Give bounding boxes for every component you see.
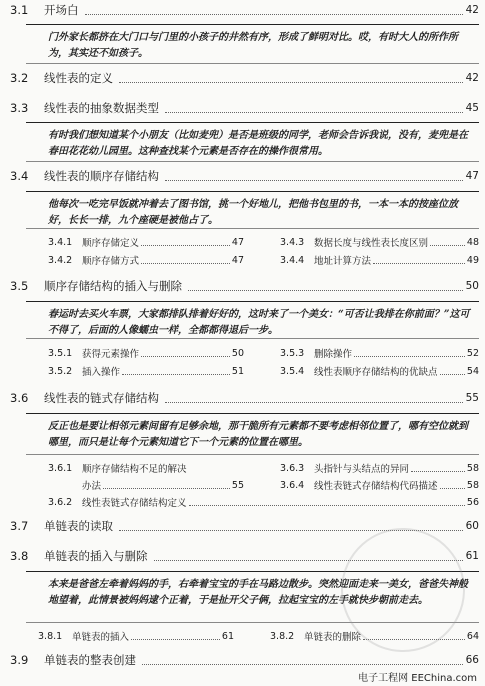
quote-box-3-1 [26, 24, 479, 64]
quote-box-3-5 [26, 301, 479, 339]
subsection-row [48, 494, 479, 510]
leader-dots [440, 374, 465, 375]
leader-dots [373, 263, 465, 264]
page-number: 54 [466, 365, 479, 377]
page-number: 42 [465, 4, 479, 16]
page-number: 47 [465, 170, 479, 182]
page-number: 45 [465, 102, 479, 114]
leader-dots [411, 471, 465, 472]
leader-dots [141, 263, 230, 264]
page-number: 48 [466, 236, 479, 248]
leader-dots [430, 245, 465, 246]
toc-subentry-3-6-4[interactable] [280, 477, 479, 493]
section-title: 单链表的整表创建 [44, 653, 136, 667]
section-title: 开场白 [44, 3, 79, 17]
page-number: 47 [231, 254, 244, 266]
page-number: 50 [231, 347, 244, 359]
toc-subentry-3-6-1-cont[interactable] [48, 477, 244, 493]
section-number: 3.6 [10, 391, 29, 405]
page-number: 42 [465, 72, 479, 84]
leader-dots [165, 180, 463, 181]
page-number: 52 [466, 347, 479, 359]
toc-entry-3-5[interactable] [10, 276, 479, 296]
toc-subentry-3-5-3[interactable] [280, 345, 479, 361]
section-title: 线性表的顺序存储结构 [44, 169, 159, 183]
toc-subentry-3-4-1[interactable] [48, 234, 244, 250]
subsection-title: 办法 [82, 481, 102, 492]
section-number: 3.1 [10, 3, 29, 17]
subsection-number: 3.5.2 [48, 365, 73, 377]
quote-box-3-3 [26, 122, 479, 162]
leader-dots [85, 14, 463, 15]
subsection-number: 3.6.2 [48, 496, 73, 508]
toc-entry-3-2[interactable] [10, 68, 479, 88]
toc-subentry-3-8-1[interactable] [38, 628, 234, 644]
page-number: 50 [465, 280, 479, 292]
quote-text: 本来是爸爸左牵着妈妈的手，右牵着宝宝的手在马路边散步。突然迎面走来一美女，爸爸失神般地望着，此情景被妈妈逮个正着，于是扯开父子俩，拉起宝宝的左手就快步朝前走去。 [48, 579, 468, 606]
page-number: 58 [466, 479, 479, 491]
toc-subentry-3-4-4[interactable] [280, 252, 479, 268]
subsection-number: 3.5.4 [280, 365, 305, 377]
leader-dots [103, 488, 230, 489]
leader-dots [142, 664, 463, 665]
page-number: 66 [465, 654, 479, 666]
subsection-row [48, 363, 479, 379]
subsection-number: 3.8.1 [38, 630, 63, 642]
leader-dots [141, 245, 230, 246]
subsection-number: 3.6.4 [280, 479, 305, 491]
subsection-number: 3.8.2 [270, 630, 295, 642]
section-title: 线性表的定义 [44, 71, 113, 85]
leader-dots [119, 82, 463, 83]
quote-box-3-6 [26, 413, 479, 455]
section-number: 3.9 [10, 653, 29, 667]
subsection-number: 3.5.1 [48, 347, 73, 359]
subsection-title: 顺序存储定义 [82, 238, 140, 249]
section-title: 线性表的链式存储结构 [44, 391, 159, 405]
toc-entry-3-1[interactable] [10, 0, 479, 20]
page-number: 61 [221, 630, 234, 642]
footer-source: 电子工程网 EEChina.com [358, 673, 477, 684]
page-number: 64 [466, 630, 479, 642]
leader-dots [189, 505, 465, 506]
section-number: 3.5 [10, 279, 29, 293]
subsection-title: 地址计算方法 [314, 256, 372, 267]
toc-entry-3-9[interactable] [10, 650, 479, 670]
subsection-title: 数据长度与线性表长度区别 [314, 238, 429, 249]
page-number: 55 [231, 479, 244, 491]
page-number: 61 [465, 550, 479, 562]
section-title: 线性表的抽象数据类型 [44, 101, 159, 115]
subsection-row [48, 477, 479, 493]
toc-subentry-3-6-2[interactable] [48, 494, 479, 510]
leader-dots [354, 356, 465, 357]
leader-dots [188, 290, 463, 291]
subsection-title: 插入操作 [82, 367, 121, 378]
subsection-number: 3.4.1 [48, 236, 73, 248]
subsection-title: 线性表链式存储结构定义 [82, 498, 187, 509]
toc-subentry-3-5-1[interactable] [48, 345, 244, 361]
page-number: 51 [231, 365, 244, 377]
leader-dots [122, 374, 230, 375]
subsection-title: 线性表顺序存储结构的优缺点 [314, 367, 438, 378]
quote-text: 春运时去买火车票，大家都排队排着好好的，这时来了一个美女：“可否让我排在你前面？”这可不得了，后面的人像蠕虫一样，全都都得退后一步。 [48, 309, 470, 336]
quote-box-3-4 [26, 191, 479, 229]
subsection-title: 单链表的插入 [72, 632, 130, 643]
subsection-number: 3.4.4 [280, 254, 305, 266]
subsection-title: 顺序存储结构不足的解决 [82, 464, 187, 475]
subsection-title: 顺序存储方式 [82, 256, 140, 267]
page-number: 47 [231, 236, 244, 248]
subsection-row [48, 234, 479, 250]
leader-dots [165, 402, 463, 403]
subsection-title: 头指针与头结点的异同 [314, 464, 410, 475]
subsection-title: 单链表的删除 [304, 632, 362, 643]
leader-dots [165, 112, 463, 113]
section-number: 3.4 [10, 169, 29, 183]
page-number: 58 [466, 462, 479, 474]
page-number: 49 [466, 254, 479, 266]
page-number: 60 [465, 520, 479, 532]
section-number: 3.3 [10, 101, 29, 115]
section-title: 单链表的插入与删除 [44, 549, 148, 563]
subsection-row [48, 252, 479, 268]
toc-entry-3-6[interactable] [10, 388, 479, 408]
subsection-number: 3.4.2 [48, 254, 73, 266]
quote-text: 他每次一吃完早饭就冲着去了图书馆，挑一个好地儿，把他书包里的书，一本一本的按座位放好，长长一排，九个座硬是被他占了。 [48, 199, 458, 226]
subsection-row [48, 460, 479, 476]
leader-dots [141, 356, 230, 357]
toc-subentry-3-4-3[interactable] [280, 234, 479, 250]
toc-subentry-3-4-2[interactable] [48, 252, 244, 268]
subsection-number: 3.6.1 [48, 462, 73, 474]
section-number: 3.7 [10, 519, 29, 533]
subsection-number: 3.5.3 [280, 347, 305, 359]
toc-subentry-3-5-2[interactable] [48, 363, 244, 379]
section-number: 3.2 [10, 71, 29, 85]
quote-text: 有时我们想知道某个小朋友（比如麦兜）是否是班级的同学，老师会告诉我说，没有，麦兜是在春田花花幼儿园里。这种查找某个元素是否存在的操作很常用。 [48, 130, 468, 157]
page-number: 56 [466, 496, 479, 508]
section-title: 顺序存储结构的插入与删除 [44, 279, 182, 293]
toc-subentry-3-5-4[interactable] [280, 363, 479, 379]
leader-dots [131, 639, 220, 640]
toc-entry-3-4[interactable] [10, 166, 479, 186]
section-number: 3.8 [10, 549, 29, 563]
subsection-title: 线性表链式存储结构代码描述 [314, 481, 438, 492]
toc-subentry-3-6-3[interactable] [280, 460, 479, 476]
leader-dots [440, 488, 465, 489]
subsection-number: 3.4.3 [280, 236, 305, 248]
subsection-row [48, 345, 479, 361]
section-title: 单链表的读取 [44, 519, 113, 533]
subsection-title: 获得元素操作 [82, 349, 140, 360]
page-number: 55 [465, 392, 479, 404]
quote-text: 反正也是要让相邻元素间留有足够余地，那干脆所有元素都不要考虑相邻位置了，哪有空位就到哪里，而只是让每个元素知道它下一个元素的位置在哪里。 [48, 421, 468, 448]
toc-subentry-3-6-1[interactable] [48, 460, 244, 476]
quote-text: 门外家长都挤在大门口与门里的小孩子的井然有序，形成了鲜明对比。哎，有时大人的所作所为，其实还不如孩子。 [48, 32, 458, 59]
toc-entry-3-3[interactable] [10, 98, 479, 118]
subsection-title: 删除操作 [314, 349, 353, 360]
subsection-number: 3.6.3 [280, 462, 305, 474]
